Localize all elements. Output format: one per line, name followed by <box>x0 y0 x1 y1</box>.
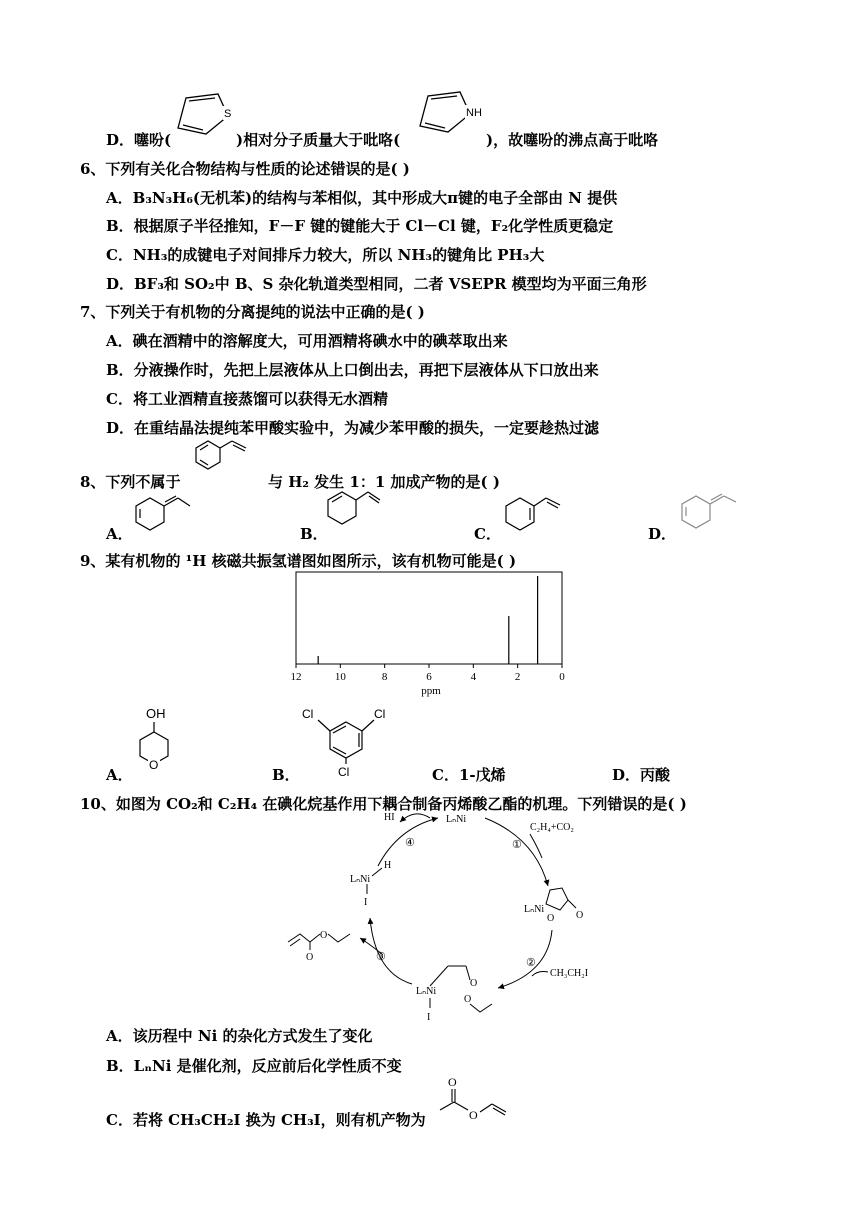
nmr-spectrum <box>288 570 578 700</box>
q9-option-d: D．丙酸 <box>612 766 671 784</box>
question-10-option-a: A．该历程中 Ni 的杂化方式发生了变化 <box>106 1027 373 1045</box>
question-9: 9、某有机物的 ¹H 核磁共振氢谱图如图所示，该有机物可能是( ) <box>80 552 517 570</box>
q9-option-b-structure <box>296 700 406 780</box>
nmr-tick-label: 8 <box>381 671 388 683</box>
q8-option-b-label: B． <box>300 525 328 543</box>
step-1: ① <box>512 839 522 851</box>
pyrrole-structure <box>412 84 492 144</box>
o-carbonyl-cycle: O <box>576 910 584 921</box>
o-ring-cycle: O <box>547 913 555 924</box>
q8-option-a-structure <box>130 488 210 538</box>
c2h4co2-label: C₂H₄+CO₂ <box>530 822 574 833</box>
thiophene-structure <box>168 86 238 146</box>
question-10-option-c: C．若将 CH₃CH₂I 换为 CH₃I，则有机产物为 <box>106 1111 426 1129</box>
h-label: H <box>384 860 392 871</box>
question-7-option-d: D．在重结晶法提纯苯甲酸实验中，为减少苯甲酸的损失，一定要趁热过滤 <box>106 419 600 437</box>
nmr-tick-label: 4 <box>470 671 477 683</box>
nmr-tick-label: 6 <box>426 671 432 683</box>
question-10-option-b: B．LₙNi 是催化剂，反应前后化学性质不变 <box>106 1057 402 1075</box>
pyrrole-nh-label: NH <box>466 107 482 119</box>
q8-option-d-structure <box>676 486 756 536</box>
q8-option-c-label: C． <box>474 525 501 543</box>
step-3: ③ <box>376 951 386 963</box>
q9-option-a-structure <box>126 702 186 782</box>
nmr-tick-label: 0 <box>559 671 565 683</box>
question-7-option-b: B．分液操作时，先把上层液体从上口倒出去，再把下层液体从下口放出来 <box>106 361 599 379</box>
hi-label: HI <box>384 812 395 823</box>
i-bottom: I <box>427 1012 431 1023</box>
ring-o-label: O <box>149 758 159 772</box>
question-6-option-b: B．根据原子半径推知，F－F 键的键能大于 Cl－Cl 键，F₂化学性质更稳定 <box>106 217 614 235</box>
thiophene-s-label: S <box>224 108 232 120</box>
question-8-text-b: 与 H₂ 发生 1：1 加成产物的是( ) <box>268 473 500 491</box>
q8-option-d-label: D． <box>648 525 677 543</box>
option-d-text-c: )，故噻吩的沸点高于吡咯 <box>486 131 659 149</box>
option-d-text-b: )相对分子质量大于吡咯( <box>236 131 401 149</box>
q9-option-c: C．1-戊烯 <box>432 766 506 784</box>
nmr-tick-label: 10 <box>334 671 346 683</box>
step-4: ④ <box>405 837 415 849</box>
nmr-tick-label: 2 <box>514 671 521 683</box>
cl-label-1: Cl <box>302 707 314 721</box>
option-d-text-a: D．噻吩( <box>106 131 172 149</box>
vinyl-acetate-structure <box>432 1072 522 1128</box>
o-bottom-carbonyl: O <box>470 978 478 989</box>
o-product-ester: O <box>320 930 328 941</box>
cl-label-2: Cl <box>374 707 386 721</box>
o-va-carbonyl: O <box>448 1075 457 1089</box>
question-7-option-c: C．将工业酒精直接蒸馏可以获得无水酒精 <box>106 390 388 408</box>
vinylcyclohexadiene-structure <box>190 436 270 486</box>
q8-option-b-structure <box>322 486 402 536</box>
q8-option-c-structure <box>500 488 580 538</box>
nmr-xlabel: ppm <box>421 685 441 697</box>
step-2: ② <box>526 957 536 969</box>
cl-label-3: Cl <box>338 765 350 779</box>
question-6: 6、下列有关化合物结构与性质的论述错误的是( ) <box>80 160 410 178</box>
q8-option-a-label: A． <box>106 525 133 543</box>
lnni-cycle: LₙNi <box>524 904 545 915</box>
lnni-bottom: LₙNi <box>416 986 437 997</box>
q9-option-a-label: A． <box>106 766 133 784</box>
question-8-text-a: 8、下列不属于 <box>80 473 181 491</box>
lnni-top: LₙNi <box>446 814 467 825</box>
question-7-option-a: A．碘在酒精中的溶解度大，可用酒精将碘水中的碘萃取出来 <box>106 332 508 350</box>
catalytic-cycle-diagram <box>280 808 640 1023</box>
oh-label: OH <box>146 706 166 721</box>
nmr-tick-label: 12 <box>290 671 302 683</box>
i-left: I <box>364 897 368 908</box>
question-6-option-d: D．BF₃和 SO₂中 B、S 杂化轨道类型相同，二者 VSEPR 模型均为平面三角形 <box>106 275 647 293</box>
ch3ch2i-label: CH₃CH₂I <box>550 968 589 979</box>
question-6-option-a: A．B₃N₃H₆(无机苯)的结构与苯相似，其中形成大π键的电子全部由 N 提供 <box>106 189 618 207</box>
lnni-left: LₙNi <box>350 874 371 885</box>
question-6-option-c: C．NH₃的成键电子对间排斥力较大，所以 NH₃的键角比 PH₃大 <box>106 246 545 264</box>
q9-option-b-label: B． <box>272 766 300 784</box>
o-va-ester: O <box>469 1108 478 1122</box>
o-product-carbonyl: O <box>306 952 314 963</box>
o-bottom-ester: O <box>464 994 472 1005</box>
question-10: 10、如图为 CO₂和 C₂H₄ 在碘化烷基作用下耦合制备丙烯酸乙酯的机理。下列错误的是( ) <box>80 795 687 813</box>
question-7: 7、下列关于有机物的分离提纯的说法中正确的是( ) <box>80 303 425 321</box>
